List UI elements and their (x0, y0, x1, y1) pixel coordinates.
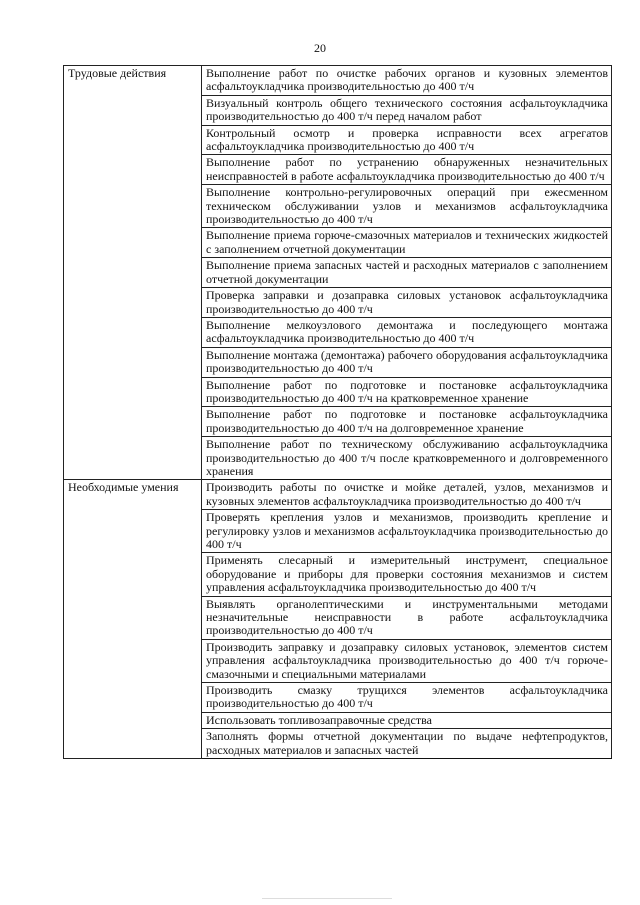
section-item: Производить работы по очистке и мойке деталей, узлов, механизмов и кузовных элементов асфальтоукладчика производительностью до 400 т/ч (202, 480, 612, 510)
table-row (64, 66, 612, 96)
section-item: Выполнение работ по подготовке и постановке асфальтоукладчика производительностью до 400 т/ч на долговременное хранение (202, 407, 612, 437)
table-row (64, 480, 612, 510)
standard-table (63, 65, 612, 759)
section-item: Выполнение работ по очистке рабочих органов и кузовных элементов асфальтоукладчика производительностью до 400 т/ч (202, 66, 612, 96)
section-item: Заполнять формы отчетной документации по выдаче нефтепродуктов, расходных материалов и запасных частей (202, 729, 612, 759)
section-item: Выполнение контрольно-регулировочных операций при ежесменном техническом обслуживании узлов и механизмов асфальтоукладчика производительностью до 400 т/ч (202, 185, 612, 228)
section-item: Контрольный осмотр и проверка исправности всех агрегатов асфальтоукладчика производительностью до 400 т/ч (202, 125, 612, 155)
section-label: Необходимые умения (64, 480, 202, 759)
section-item: Выполнение монтажа (демонтажа) рабочего оборудования асфальтоукладчика производительностью до 400 т/ч (202, 347, 612, 377)
standard-table-body (64, 66, 612, 759)
section-item: Проверять крепления узлов и механизмов, производить крепление и регулировку узлов и механизмов асфальтоукладчика производительностью до 400 т/ч (202, 510, 612, 553)
section-item: Применять слесарный и измерительный инструмент, специальное оборудование и приборы для проверки состояния механизмов и систем управления асфальтоукладчика производительностью до 400 т/ч (202, 553, 612, 596)
section-item: Выполнение мелкоузлового демонтажа и последующего монтажа асфальтоукладчика производительностью до 400 т/ч (202, 317, 612, 347)
page-number: 20 (314, 41, 326, 55)
section-item: Визуальный контроль общего технического состояния асфальтоукладчика производительностью до 400 т/ч перед началом работ (202, 95, 612, 125)
section-item: Выполнение работ по устранению обнаруженных незначительных неисправностей в работе асфальтоукладчика производительностью до 400 т/ч (202, 155, 612, 185)
scan-artifact-line (262, 898, 392, 899)
section-item: Выполнение работ по техническому обслуживанию асфальтоукладчика производительностью до 400 т/ч после кратковременного и долговременного хранения (202, 437, 612, 480)
section-item: Производить заправку и дозаправку силовых установок, элементов систем управления асфальтоукладчика производительностью до 400 т/ч горюче-смазочными и специальными материалами (202, 639, 612, 682)
section-item: Использовать топливозаправочные средства (202, 712, 612, 728)
section-item: Производить смазку трущихся элементов асфальтоукладчика производительностью до 400 т/ч (202, 683, 612, 713)
section-item: Выполнение приема горюче-смазочных материалов и технических жидкостей с заполнением отчетной документации (202, 228, 612, 258)
section-item: Выявлять органолептическими и инструментальными методами незначительные неисправности в работе асфальтоукладчика производительностью до 400 т/ч (202, 596, 612, 639)
section-item: Выполнение приема запасных частей и расходных материалов с заполнением отчетной документации (202, 258, 612, 288)
section-item: Выполнение работ по подготовке и постановке асфальтоукладчика производительностью до 400 т/ч на кратковременное хранение (202, 377, 612, 407)
section-item: Проверка заправки и дозаправка силовых установок асфальтоукладчика производительностью до 400 т/ч (202, 288, 612, 318)
section-label: Трудовые действия (64, 66, 202, 480)
